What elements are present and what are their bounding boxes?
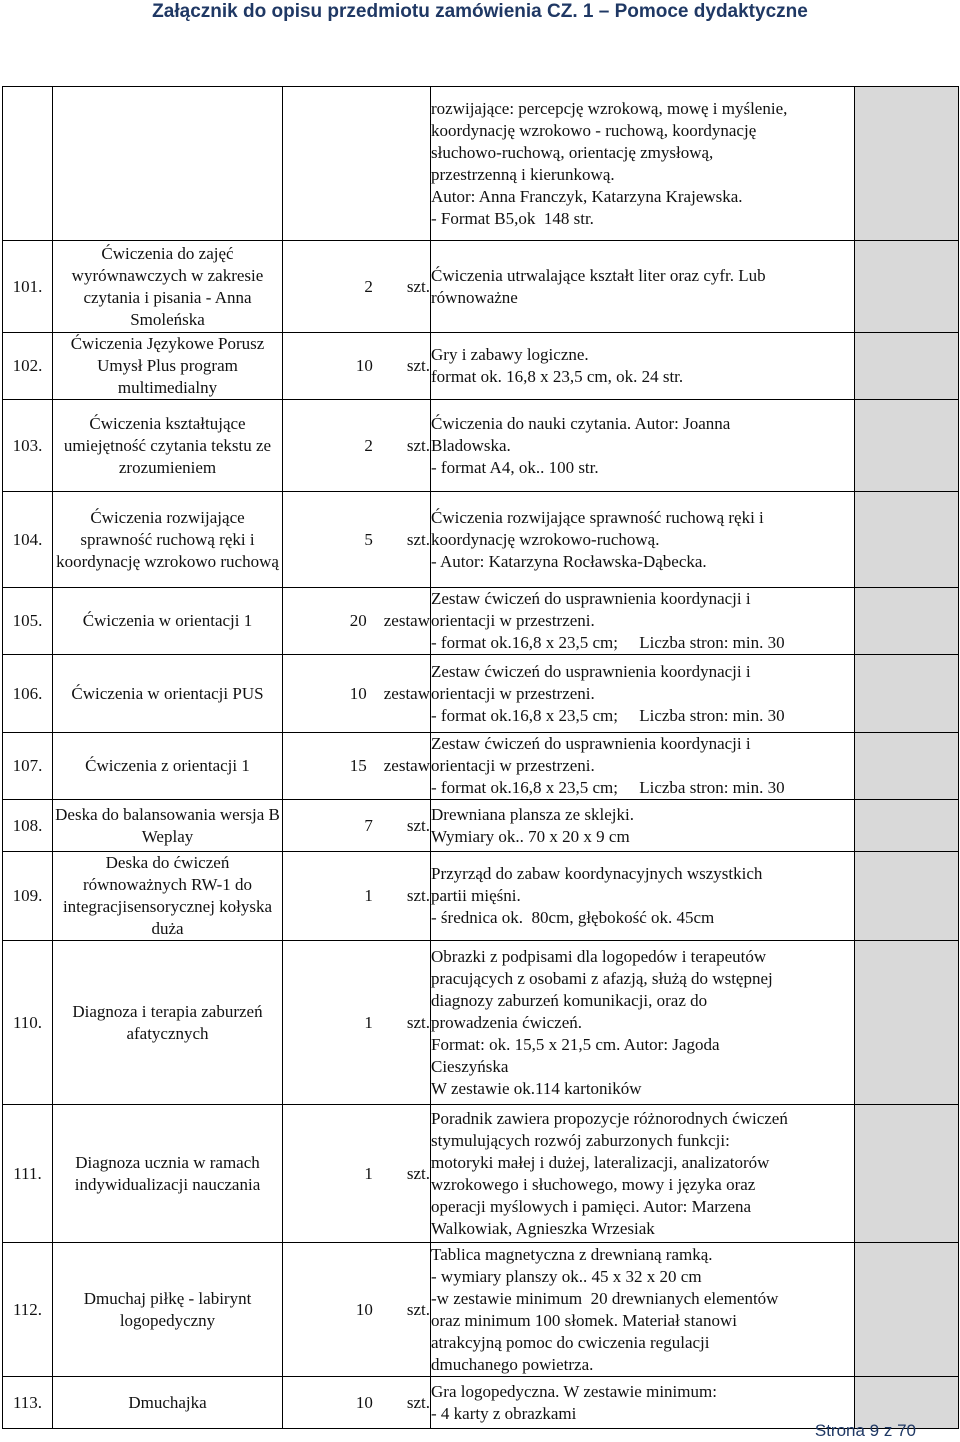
item-description bbox=[431, 333, 855, 400]
shaded-cell bbox=[855, 400, 959, 492]
document-header-title: Załącznik do opisu przedmiotu zamówienia CZ. 1 – Pomoce dydaktyczne bbox=[152, 1, 808, 22]
description-line: Przyrząd do zabaw koordynacyjnych wszystkich bbox=[431, 864, 763, 883]
item-number: 102. bbox=[3, 333, 53, 400]
description-line: motoryki małej i dużej, lateralizacji, analizatorów bbox=[431, 1152, 770, 1172]
description-line: Ćwiczenia do nauki czytania. Autor: Joanna bbox=[431, 413, 731, 433]
item-number: 107. bbox=[3, 733, 53, 800]
table-row bbox=[3, 400, 959, 492]
item-quantity bbox=[283, 87, 431, 241]
item-name: Ćwiczenia rozwijające sprawność ruchową ręki i koordynację wzrokowo ruchową bbox=[53, 492, 283, 588]
item-quantity: 10 szt. bbox=[283, 333, 431, 400]
item-name: Ćwiczenia do zajęć wyrównawczych w zakresie czytania i pisania - Anna Smoleńska bbox=[53, 241, 283, 333]
description-line: Ćwiczenia utrwalające kształt liter oraz cyfr. Lub bbox=[431, 265, 766, 285]
description-line: prowadzenia ćwiczeń. bbox=[431, 1012, 583, 1032]
description-line: oraz minimum 100 słomek. Materiał stanowi bbox=[431, 1310, 737, 1330]
description-line: operacji myślowych i pamięci. Autor: Marzena bbox=[431, 1196, 752, 1216]
table-row bbox=[3, 241, 959, 333]
table-row bbox=[3, 733, 959, 800]
item-number: 108. bbox=[3, 800, 53, 852]
item-number: 112. bbox=[3, 1243, 53, 1377]
shaded-cell bbox=[855, 333, 959, 400]
description-line: Tablica magnetyczna z drewnianą ramką. bbox=[431, 1244, 713, 1264]
shaded-cell bbox=[855, 1105, 959, 1243]
description-line: Walkowiak, Agnieszka Wrzesiak bbox=[431, 1218, 655, 1238]
table-row bbox=[3, 492, 959, 588]
description-line: koordynację wzrokowo-ruchową. bbox=[431, 529, 660, 549]
shaded-cell bbox=[855, 87, 959, 241]
item-number: 101. bbox=[3, 241, 53, 333]
item-number: 113. bbox=[3, 1377, 53, 1429]
description-line: Zestaw ćwiczeń do usprawnienia koordynacji i bbox=[431, 661, 751, 681]
description-line: - format ok.16,8 x 23,5 cm; Liczba stron: min. 30 bbox=[431, 705, 785, 725]
shaded-cell bbox=[855, 1243, 959, 1377]
description-line: Poradnik zawiera propozycje różnorodnych ćwiczeń bbox=[431, 1108, 788, 1128]
description-line: Obrazki z podpisami dla logopedów i terapeutów bbox=[431, 946, 767, 966]
item-description bbox=[431, 800, 855, 852]
description-line: Wymiary ok.. 70 x 20 x 9 cm bbox=[431, 826, 630, 846]
description-line: słuchowo-ruchową, orientację zmysłową, bbox=[431, 142, 714, 162]
item-description bbox=[431, 588, 855, 655]
item-quantity: 2 szt. bbox=[283, 241, 431, 333]
item-number: 111. bbox=[3, 1105, 53, 1243]
description-line: Gra logopedyczna. W zestawie minimum: bbox=[431, 1381, 717, 1401]
item-name: Deska do ćwiczeń równoważnych RW-1 do integracjisensorycznej kołyska duża bbox=[53, 852, 283, 941]
item-number bbox=[3, 87, 53, 241]
items-table bbox=[2, 86, 959, 1429]
description-line: przestrzenną i kierunkową. bbox=[431, 164, 615, 184]
description-line: stymulujących rozwój zaburzonych funkcji: bbox=[431, 1130, 730, 1150]
description-line: Autor: Anna Franczyk, Katarzyna Krajewska. bbox=[431, 186, 743, 206]
table-row bbox=[3, 800, 959, 852]
item-description bbox=[431, 941, 855, 1105]
table-row bbox=[3, 941, 959, 1105]
description-line: rozwijające: percepcję wzrokową, mowę i myślenie, bbox=[431, 98, 788, 118]
description-line: - format A4, ok.. 100 str. bbox=[431, 457, 599, 477]
description-line: - średnica ok. 80cm, głębokość ok. 45cm bbox=[431, 908, 715, 927]
item-quantity: 10 szt. bbox=[283, 1243, 431, 1377]
item-number: 103. bbox=[3, 400, 53, 492]
description-line: - format ok.16,8 x 23,5 cm; Liczba stron: min. 30 bbox=[431, 778, 785, 797]
description-line: koordynację wzrokowo - ruchową, koordynację bbox=[431, 120, 757, 140]
item-quantity: 15 zestaw bbox=[283, 733, 431, 800]
description-line: Zestaw ćwiczeń do usprawnienia koordynacji i bbox=[431, 734, 751, 753]
description-line: - wymiary planszy ok.. 45 x 32 x 20 cm bbox=[431, 1266, 702, 1286]
table-row bbox=[3, 588, 959, 655]
item-name bbox=[53, 87, 283, 241]
shaded-cell bbox=[855, 241, 959, 333]
item-description bbox=[431, 852, 855, 941]
description-line: Bladowska. bbox=[431, 435, 511, 455]
item-number: 106. bbox=[3, 655, 53, 733]
description-line: Drewniana plansza ze sklejki. bbox=[431, 804, 634, 824]
table-row bbox=[3, 1105, 959, 1243]
description-line: partii mięśni. bbox=[431, 886, 521, 905]
description-line: pracujących z osobami z afazją, służą do wstępnej bbox=[431, 968, 773, 988]
item-name: Ćwiczenia kształtujące umiejętność czytania tekstu ze zrozumieniem bbox=[53, 400, 283, 492]
item-quantity: 5 szt. bbox=[283, 492, 431, 588]
description-line: - 4 karty z obrazkami bbox=[431, 1403, 577, 1423]
item-quantity: 10 zestaw bbox=[283, 655, 431, 733]
shaded-cell bbox=[855, 588, 959, 655]
item-description bbox=[431, 733, 855, 800]
description-line: Format: ok. 15,5 x 21,5 cm. Autor: Jagoda bbox=[431, 1034, 720, 1054]
item-quantity: 1 szt. bbox=[283, 1105, 431, 1243]
description-line: Gry i zabawy logiczne. bbox=[431, 345, 589, 364]
description-line: Ćwiczenia rozwijające sprawność ruchową ręki i bbox=[431, 507, 764, 527]
item-name: Ćwiczenia Językowe Porusz Umysł Plus program multimedialny bbox=[53, 333, 283, 400]
description-line: równoważne bbox=[431, 287, 518, 307]
item-name: Deska do balansowania wersja B Weplay bbox=[53, 800, 283, 852]
description-line: dmuchanego powietrza. bbox=[431, 1354, 594, 1374]
table-row bbox=[3, 1243, 959, 1377]
description-line: - Autor: Katarzyna Rocławska-Dąbecka. bbox=[431, 551, 707, 571]
item-description bbox=[431, 1105, 855, 1243]
table-row bbox=[3, 852, 959, 941]
item-description bbox=[431, 241, 855, 333]
shaded-cell bbox=[855, 800, 959, 852]
item-number: 105. bbox=[3, 588, 53, 655]
description-line: Zestaw ćwiczeń do usprawnienia koordynacji i bbox=[431, 589, 751, 608]
item-name: Dmuchajka bbox=[53, 1377, 283, 1429]
shaded-cell bbox=[855, 733, 959, 800]
table-row bbox=[3, 87, 959, 241]
shaded-cell bbox=[855, 941, 959, 1105]
item-quantity: 2 szt. bbox=[283, 400, 431, 492]
description-line: Cieszyńska bbox=[431, 1056, 509, 1076]
shaded-cell bbox=[855, 655, 959, 733]
description-line: orientacji w przestrzeni. bbox=[431, 683, 595, 703]
description-line: atrakcyjną pomoc do cwiczenia regulacji bbox=[431, 1332, 710, 1352]
item-name: Diagnoza ucznia w ramach indywidualizacji nauczania bbox=[53, 1105, 283, 1243]
item-name: Ćwiczenia z orientacji 1 bbox=[53, 733, 283, 800]
description-line: wzrokowego i słuchowego, mowy i języka oraz bbox=[431, 1174, 756, 1194]
item-number: 110. bbox=[3, 941, 53, 1105]
description-line: orientacji w przestrzeni. bbox=[431, 756, 595, 775]
description-line: - format ok.16,8 x 23,5 cm; Liczba stron: min. 30 bbox=[431, 633, 785, 652]
table-row bbox=[3, 655, 959, 733]
description-line: -w zestawie minimum 20 drewnianych elementów bbox=[431, 1288, 779, 1308]
item-name: Ćwiczenia w orientacji PUS bbox=[53, 655, 283, 733]
description-line: W zestawie ok.114 kartoników bbox=[431, 1078, 642, 1098]
item-quantity: 1 szt. bbox=[283, 941, 431, 1105]
item-description bbox=[431, 400, 855, 492]
shaded-cell bbox=[855, 852, 959, 941]
item-description bbox=[431, 1243, 855, 1377]
item-description bbox=[431, 492, 855, 588]
item-name: Dmuchaj piłkę - labirynt logopedyczny bbox=[53, 1243, 283, 1377]
item-description bbox=[431, 655, 855, 733]
shaded-cell bbox=[855, 492, 959, 588]
description-line: - Format B5,ok 148 str. bbox=[431, 208, 594, 228]
page-number: Strona 9 z 70 bbox=[814, 1421, 916, 1440]
item-description bbox=[431, 1377, 855, 1429]
item-number: 104. bbox=[3, 492, 53, 588]
item-name: Diagnoza i terapia zaburzeń afatycznych bbox=[53, 941, 283, 1105]
item-name: Ćwiczenia w orientacji 1 bbox=[53, 588, 283, 655]
description-line: diagnozy zaburzeń komunikacji, oraz do bbox=[431, 990, 708, 1010]
item-quantity: 1 szt. bbox=[283, 852, 431, 941]
table-row bbox=[3, 333, 959, 400]
description-line: format ok. 16,8 x 23,5 cm, ok. 24 str. bbox=[431, 367, 684, 386]
item-number: 109. bbox=[3, 852, 53, 941]
description-line: orientacji w przestrzeni. bbox=[431, 611, 595, 630]
item-quantity: 10 szt. bbox=[283, 1377, 431, 1429]
item-quantity: 20 zestaw bbox=[283, 588, 431, 655]
item-description bbox=[431, 87, 855, 241]
item-quantity: 7 szt. bbox=[283, 800, 431, 852]
